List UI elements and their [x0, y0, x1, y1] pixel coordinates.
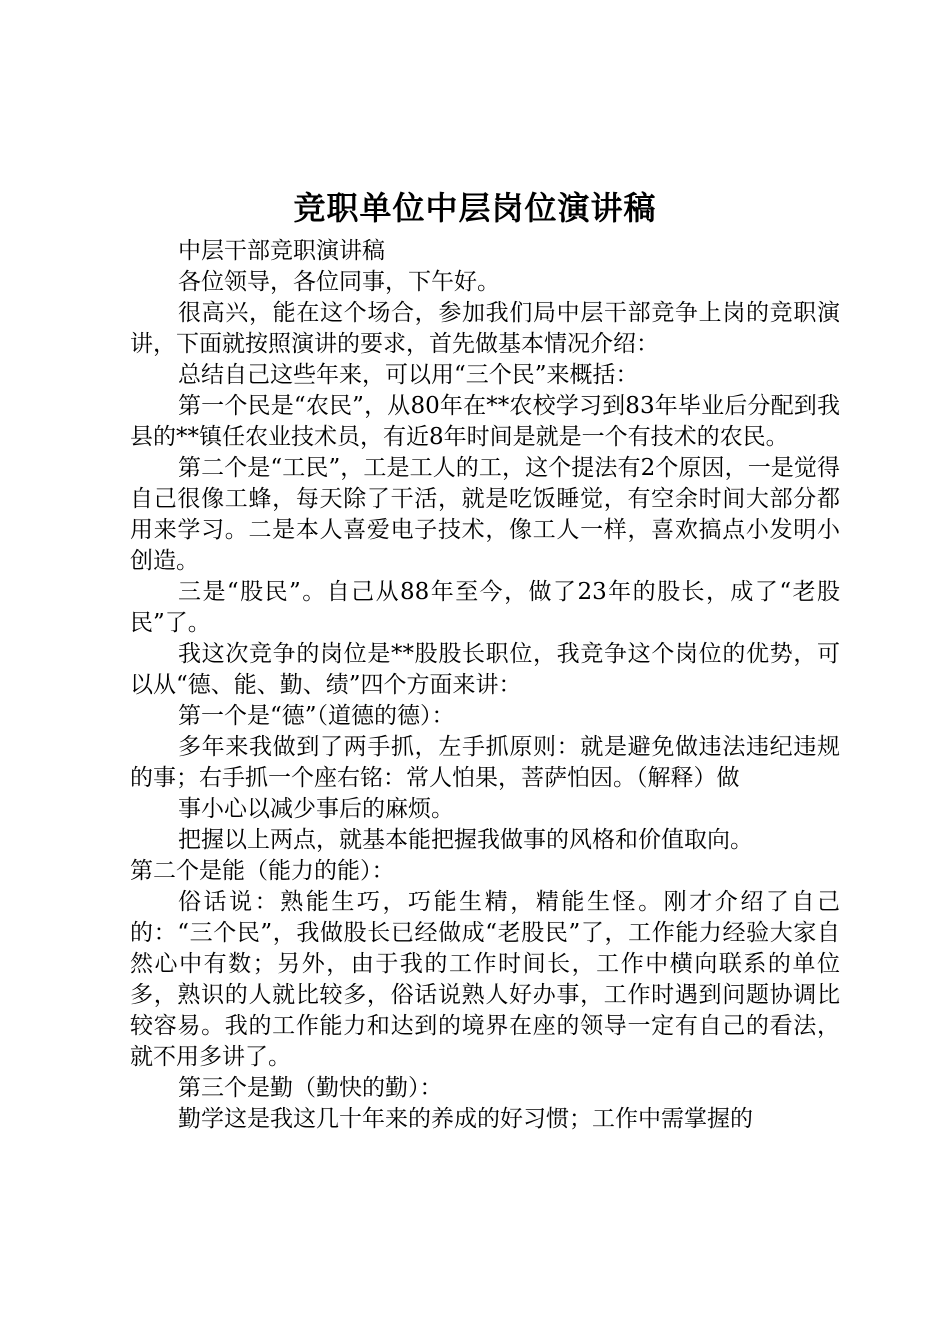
paragraph: 第一个民是“农民”，从80年在**农校学习到83年毕业后分配到我县的**镇任农业技术员，有近8年时间是就是一个有技术的农民。 — [130, 393, 840, 450]
document-title: 竞职单位中层岗位演讲稿 — [293, 189, 657, 227]
paragraph: 第二个是“工民”，工是工人的工，这个提法有2个原因，一是觉得自己很像工蜂，每天除了干活，就是吃饭睡觉，有空余时间大部分都用来学习。二是本人喜爱电子技术，像工人一样，喜欢搞点小发明小创造。 — [130, 455, 840, 574]
paragraph: 我这次竞争的岗位是**股股长职位，我竞争这个岗位的优势，可以从“德、能、勤、绩”四个方面来讲： — [130, 641, 840, 698]
paragraph: 中层干部竞职演讲稿 — [178, 238, 385, 264]
paragraph: 第三个是勤（勤快的勤）： — [178, 1075, 443, 1101]
paragraph: 很高兴，能在这个场合，参加我们局中层干部竞争上岗的竞职演讲，下面就按照演讲的要求，首先做基本情况介绍： — [130, 300, 840, 357]
paragraph: 第一个是“德”（道德的德）： — [178, 703, 455, 729]
paragraph: 事小心以减少事后的麻烦。 — [178, 796, 454, 822]
paragraph: 多年来我做到了两手抓，左手抓原则：就是避免做违法违纪违规的事；右手抓一个座右铭：常人怕果，菩萨怕因。（解释）做 — [130, 734, 840, 791]
paragraph: 三是“股民”。自己从88年至今，做了23年的股长，成了“老股民”了。 — [130, 579, 840, 636]
paragraph: 总结自己这些年来，可以用“三个民”来概括： — [178, 362, 639, 388]
paragraph: 把握以上两点，就基本能把握我做事的风格和价值取向。 — [178, 827, 753, 853]
paragraph: 俗话说：熟能生巧，巧能生精，精能生怪。刚才介绍了自己的：“三个民”，我做股长已经做成“老股民”了，工作能力经验大家自然心中有数；另外，由于我的工作时间长，工作中横向联系的单位多，熟识的人就比较多，俗话说熟人好办事，工作时遇到问题协调比较容易。我的工作能力和达到的境界在座的领导一定有自己的看法，就不用多讲了。 — [130, 889, 840, 1070]
paragraph: 勤学这是我这几十年来的养成的好习惯；工作中需掌握的 — [178, 1106, 753, 1132]
document-body — [130, 236, 840, 1135]
paragraph: 第二个是能（能力的能）： — [130, 858, 395, 884]
paragraph: 各位领导，各位同事，下午好。 — [178, 269, 500, 295]
